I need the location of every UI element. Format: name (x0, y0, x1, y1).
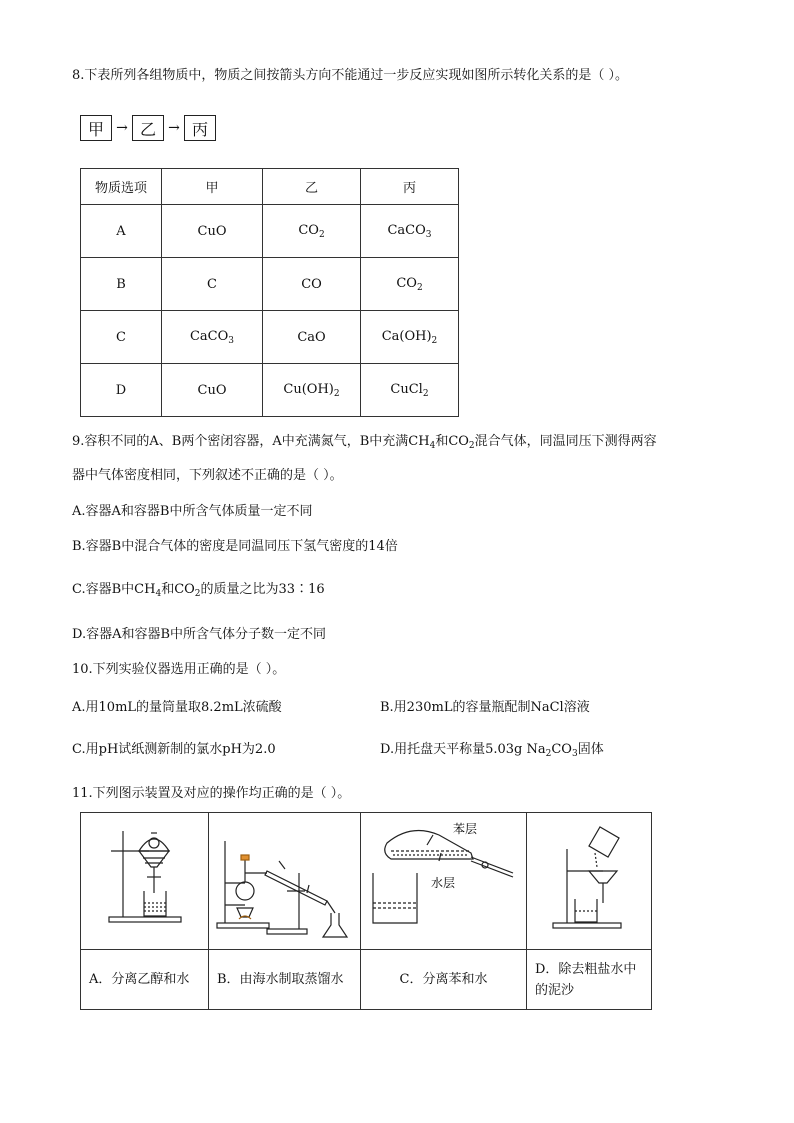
table-row (81, 205, 459, 258)
figure-caption (527, 950, 652, 1010)
table-cell: D (81, 364, 162, 417)
table-cell: C (162, 258, 263, 311)
table-cell: CaCO$_3$ (361, 205, 459, 258)
figure-cell-b (209, 813, 361, 950)
q9-stem-line1: 9.容积不同的A、B两个密闭容器，A中充满氮气，B中充满$CH_4$和$CO_2$混合气体，同温同压下测得两容 (72, 434, 657, 451)
table-cell: CuCl$_2$ (361, 364, 459, 417)
q10-stem: 10.下列实验仪器选用正确的是（ ）。 (72, 662, 286, 677)
filtration-figure (527, 813, 651, 949)
q11-apparatus-table (80, 812, 652, 1010)
table-cell: B (81, 258, 162, 311)
flow-box-jia: 甲 (80, 115, 112, 141)
q10-option-a: A.用10mL的量筒量取8.2mL浓硫酸 (72, 700, 282, 715)
figure-caption (209, 950, 361, 1010)
q10-option-b: B.用230mL的容量瓶配制NaCl溶液 (380, 700, 590, 715)
figure-cell-c (361, 813, 527, 950)
figure-caption (81, 950, 209, 1010)
table-cell: C (81, 311, 162, 364)
benzene-layer-label: 苯层 (453, 822, 478, 836)
caption-b: B．由海水制取蒸馏水 (217, 972, 344, 987)
arrow-icon: → (116, 120, 128, 136)
separating-benzene-water-figure (361, 813, 526, 949)
distillation-apparatus-figure (209, 813, 360, 949)
table-cell: $CO_2$ (263, 205, 361, 258)
table-cell: CuO (162, 364, 263, 417)
flow-box-bing: 丙 (184, 115, 216, 141)
caption-c: C．分离苯和水 (399, 972, 488, 987)
table-cell: A (81, 205, 162, 258)
table-row (81, 364, 459, 417)
arrow-icon: → (168, 120, 180, 136)
q9-option-d: D.容器A和容器B中所含气体分子数一定不同 (72, 627, 327, 642)
conversion-diagram (80, 114, 216, 142)
table-cell: $Ca(OH)_2$ (361, 311, 459, 364)
table-cell: CaCO$_3$ (162, 311, 263, 364)
table-row (81, 258, 459, 311)
q9-stem-line2: 器中气体密度相同，下列叙述不正确的是（ ）。 (72, 468, 343, 483)
q9-option-a: A.容器A和容器B中所含气体质量一定不同 (72, 504, 313, 519)
figure-caption (361, 950, 527, 1010)
figure-cell-a (81, 813, 209, 950)
table-header: 甲 (162, 169, 263, 205)
q8-stem: 8.下表所列各组物质中，物质之间按箭头方向不能通过一步反应实现如图所示转化关系的是（ ）。 (72, 68, 629, 83)
q9-option-b: B.容器B中混合气体的密度是同温同压下氢气密度的14倍 (72, 539, 398, 554)
flow-box-yi: 乙 (132, 115, 164, 141)
table-cell: CO (263, 258, 361, 311)
table-header: 物质选项 (81, 169, 162, 205)
table-cell: $Cu(OH)_2$ (263, 364, 361, 417)
water-layer-label: 水层 (431, 876, 456, 890)
caption-row (81, 950, 652, 1010)
figure-cell-d (527, 813, 652, 950)
table-cell: CaO (263, 311, 361, 364)
q9-option-c: C.容器B中$CH_4$和$CO_2$的质量之比为33∶16 (72, 582, 325, 599)
separatory-funnel-figure (81, 813, 208, 949)
caption-a: A．分离乙醇和水 (89, 972, 190, 987)
q11-stem: 11.下列图示装置及对应的操作均正确的是（ ）。 (72, 786, 351, 801)
q10-option-c: C.用pH试纸测新制的氯水pH为2.0 (72, 742, 276, 757)
table-row (81, 311, 459, 364)
table-cell: $CO_2$ (361, 258, 459, 311)
q10-option-d: D.用托盘天平称量5.03g $Na_2CO_3$固体 (380, 742, 604, 759)
figure-row (81, 813, 652, 950)
table-cell: CuO (162, 205, 263, 258)
caption-d: D．除去粗盐水中的泥沙 (535, 961, 637, 998)
table-header-row (81, 169, 459, 205)
q8-table (80, 168, 459, 417)
table-header: 乙 (263, 169, 361, 205)
table-header: 丙 (361, 169, 459, 205)
